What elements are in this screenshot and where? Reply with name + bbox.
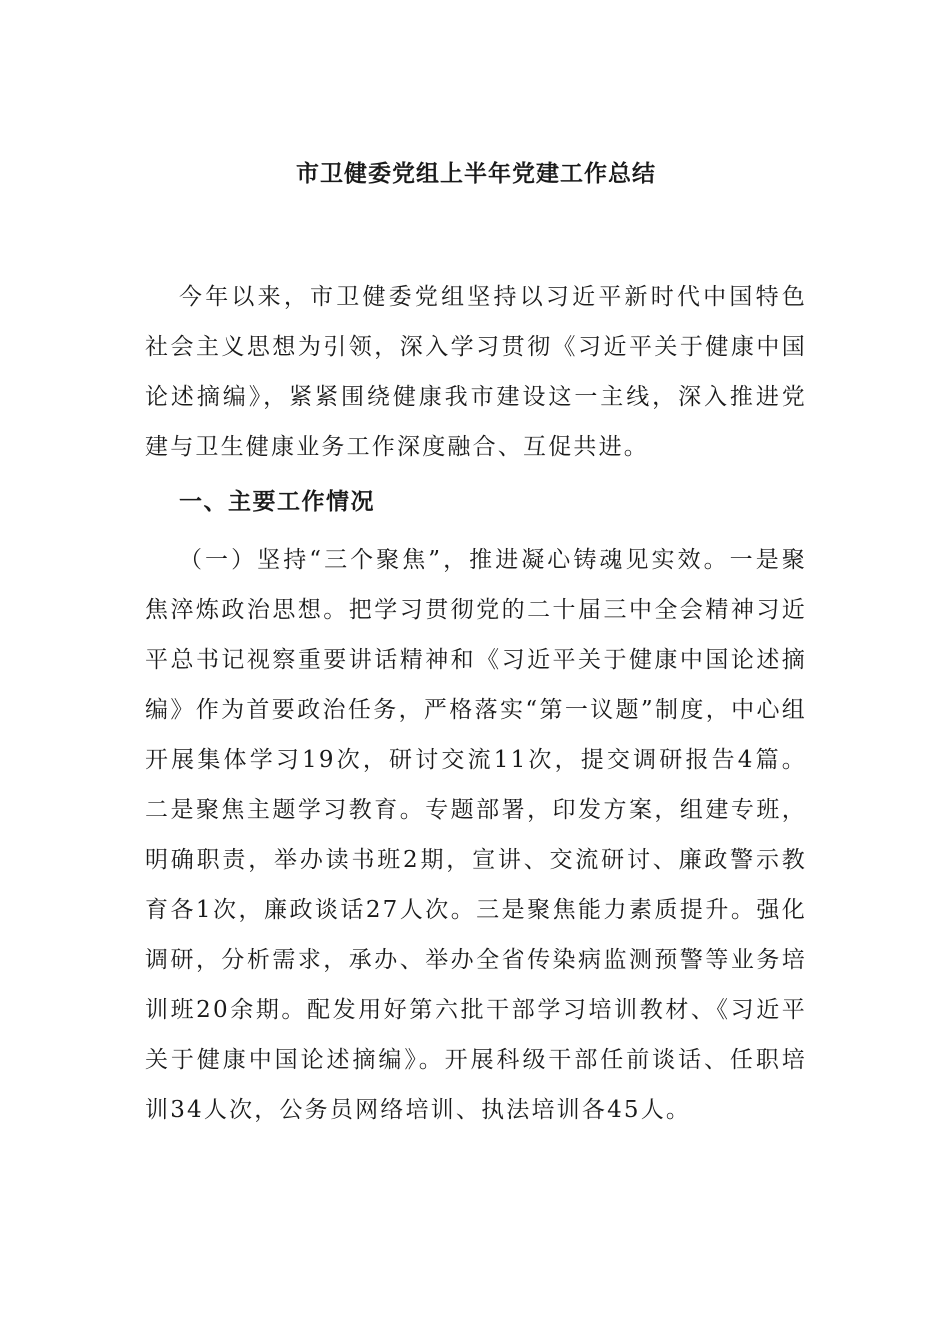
document-title: 市卫健委党组上半年党建工作总结 bbox=[296, 161, 656, 187]
section-paragraph: （一）坚持“三个聚焦”，推进凝心铸魂见实效。一是聚焦淬炼政治思想。把学习贯彻党的二十届三中全会精神习近平总书记视察重要讲话精神和《习近平关于健康中国论述摘编》作为首要政治任务，严格落实“第一议题”制度，中心组开展集体学习19次，研讨交流11次，提交调研报告4篇。二是聚焦主题学习教育。专题部署，印发方案，组建专班，明确职责，举办读书班2期，宣讲、交流研讨、廉政警示教育各1次，廉政谈话27人次。三是聚焦能力素质提升。强化调研，分析需求，承办、举办全省传染病监测预警等业务培训班20余期。配发用好第六批干部学习培训教材、《习近平关于健康中国论述摘编》。开展科级干部任前谈话、任职培训34人次，公务员网络培训、执法培训各45人。 bbox=[145, 547, 807, 1123]
intro-paragraph: 今年以来，市卫健委党组坚持以习近平新时代中国特色社会主义思想为引领，深入学习贯彻《习近平关于健康中国论述摘编》，紧紧围绕健康我市建设这一主线，深入推进党建与卫生健康业务工作深度融合、互促共进。 bbox=[145, 284, 807, 460]
section-heading: 一、主要工作情况 bbox=[179, 489, 375, 515]
